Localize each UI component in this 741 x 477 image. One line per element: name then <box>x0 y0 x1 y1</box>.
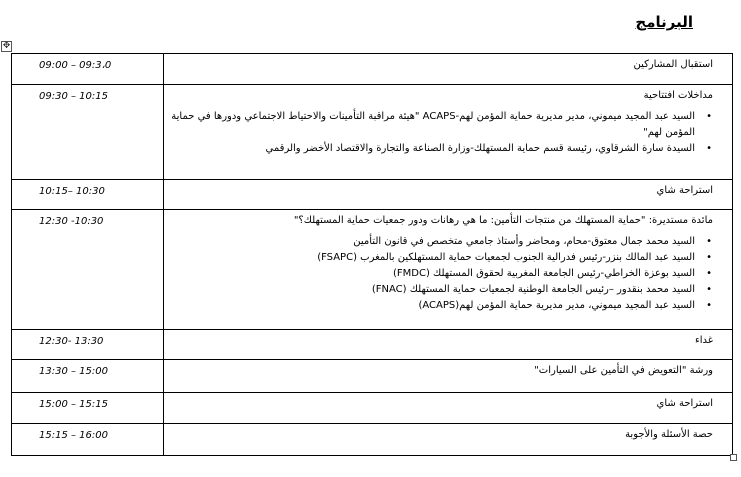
speaker-item: • السيد عبد المالك بنزر-رئيس فدرالية الجنوب لجمعيات حماية المستهلكين بالمغرب (FSAPC) <box>170 250 695 266</box>
session-cell[interactable] <box>164 360 733 393</box>
time-slot: 10:15– 10:30 <box>39 186 105 197</box>
speaker-item: • السيدة سارة الشرقاوي، رئيسة قسم حماية المستهلك-وزارة الصناعة والتجارة والاقتصاد الأخضر والرقمي <box>170 141 695 157</box>
time-slot: 12:30 -10:30 <box>39 216 104 227</box>
time-cell[interactable] <box>12 424 164 456</box>
session-cell[interactable] <box>164 180 733 210</box>
session-title: استراحة شاي <box>656 398 713 409</box>
session-cell[interactable] <box>164 85 733 180</box>
page-title: البرنامج <box>635 13 693 31</box>
time-cell[interactable] <box>12 330 164 360</box>
speaker-item: • السيد عبد المجيد ميموني، مدير مديرية حماية المؤمن لهم-ACAPS "هيئة مراقبة التأمينات والاحتياط الاجتماعي ودورها في حماية المؤمن لهم" <box>170 109 695 141</box>
speaker-item: • السيد بوعزة الخراطي-رئيس الجامعة المغربية لحقوق المستهلك (FMDC) <box>170 266 695 282</box>
table-row <box>12 85 733 180</box>
time-cell[interactable] <box>12 393 164 424</box>
table-row <box>12 210 733 330</box>
session-title: استراحة شاي <box>656 185 713 196</box>
time-cell[interactable] <box>12 54 164 85</box>
session-title: استقبال المشاركين <box>633 59 713 70</box>
session-title: مداخلات افتتاحية <box>643 90 713 101</box>
session-cell[interactable] <box>164 330 733 360</box>
time-cell[interactable] <box>12 180 164 210</box>
table-row <box>12 393 733 424</box>
table-row <box>12 360 733 393</box>
speaker-item: • السيد عبد المجيد ميموني، مدير مديرية حماية المؤمن لهم(ACAPS) <box>170 298 695 314</box>
table-move-handle-icon[interactable]: ✥ <box>2 41 11 51</box>
time-cell[interactable] <box>12 360 164 393</box>
table-row <box>12 54 733 85</box>
time-slot: 12:30- 13:30 <box>39 336 104 347</box>
speaker-item: • السيد محمد بنقدور –رئيس الجامعة الوطنية لجمعيات حماية المستهلك (FNAC) <box>170 282 695 298</box>
session-title: مائدة مستديرة: "حماية المستهلك من منتجات التأمين: ما هي رهانات ودور جمعيات حماية المستهلك؟" <box>293 215 713 226</box>
time-slot: 15:00 – 15:15 <box>39 399 108 410</box>
time-slot: 09:00 – 09:3،0 <box>39 60 112 71</box>
session-title: حصة الأسئلة والأجوبة <box>625 429 713 440</box>
session-title: غداء <box>695 335 713 346</box>
program-table <box>11 53 733 456</box>
time-slot: 09:30 – 10:15 <box>39 91 108 102</box>
speaker-item: • السيد محمد جمال معتوق-محام، ومحاضر وأستاذ جامعي متخصص في قانون التأمين <box>170 234 695 250</box>
session-cell[interactable] <box>164 393 733 424</box>
time-slot: 13:30 – 15:00 <box>39 366 108 377</box>
session-cell[interactable] <box>164 54 733 85</box>
table-row <box>12 330 733 360</box>
table-row <box>12 180 733 210</box>
time-slot: 15:15 – 16:00 <box>39 430 108 441</box>
time-cell[interactable] <box>12 85 164 180</box>
table-resize-handle[interactable] <box>730 454 737 461</box>
speaker-list <box>170 109 713 157</box>
time-cell[interactable] <box>12 210 164 330</box>
speaker-list <box>170 234 713 314</box>
session-title: ورشة "التعويض في التأمين على السيارات" <box>534 365 713 376</box>
table-row <box>12 424 733 456</box>
session-cell[interactable] <box>164 210 733 330</box>
session-cell[interactable] <box>164 424 733 456</box>
